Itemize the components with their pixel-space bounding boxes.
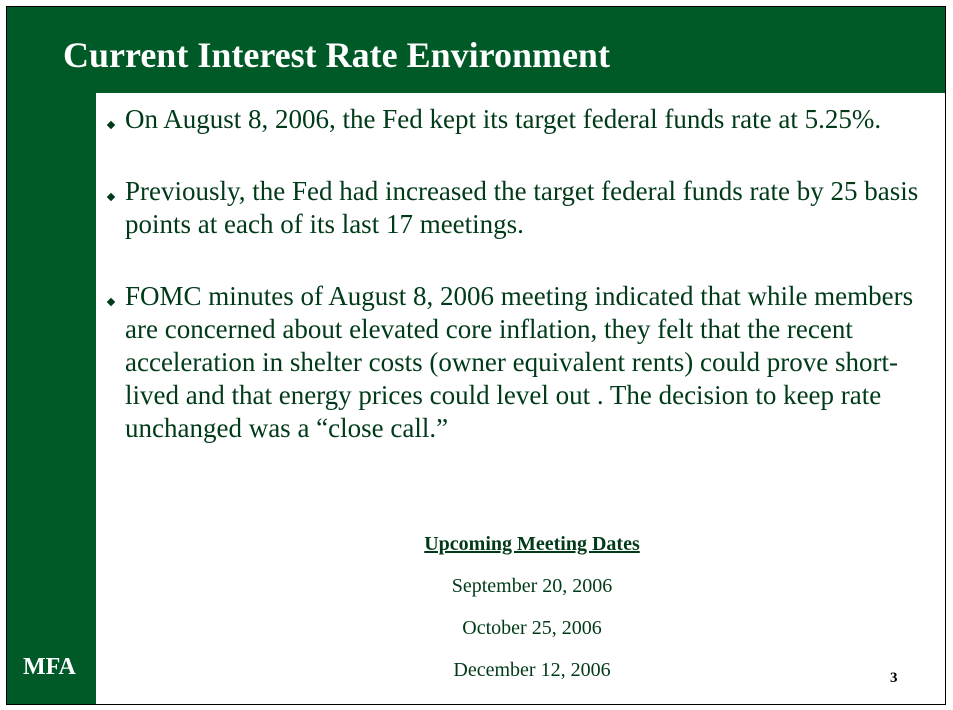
- bullet-item: [103, 103, 921, 136]
- side-bar: [7, 7, 96, 704]
- meeting-date: December 12, 2006: [453, 659, 611, 681]
- meeting-date: September 20, 2006: [451, 575, 613, 597]
- bullet-item: [103, 280, 921, 445]
- diamond-bullet-icon: [107, 121, 115, 129]
- bullet-text: Previously, the Fed had increased the target federal funds rate by 25 basis points at each of its last 17 meetings.: [125, 176, 919, 239]
- meeting-date: October 25, 2006: [462, 617, 602, 639]
- bullet-list: [103, 103, 921, 445]
- diamond-bullet-icon: [107, 298, 115, 306]
- slide-title: Current Interest Rate Environment: [63, 35, 610, 75]
- slide: [6, 6, 946, 705]
- page-number: 3: [890, 670, 898, 686]
- upcoming-meetings: [336, 532, 728, 700]
- bullet-item: [103, 175, 921, 241]
- bullet-text: On August 8, 2006, the Fed kept its target federal funds rate at 5.25%.: [125, 104, 882, 134]
- meetings-heading: Upcoming Meeting Dates: [424, 533, 640, 555]
- diamond-bullet-icon: [107, 193, 115, 201]
- mfa-logo: MFA: [23, 654, 76, 680]
- bullet-text: FOMC minutes of August 8, 2006 meeting indicated that while members are concerned about elevated core inflation, they felt that the recent acceleration in shelter costs (owner equivalent rents) could prove short-lived and that energy prices could level out . The decision to keep rate unchanged was a “close call.”: [125, 281, 914, 443]
